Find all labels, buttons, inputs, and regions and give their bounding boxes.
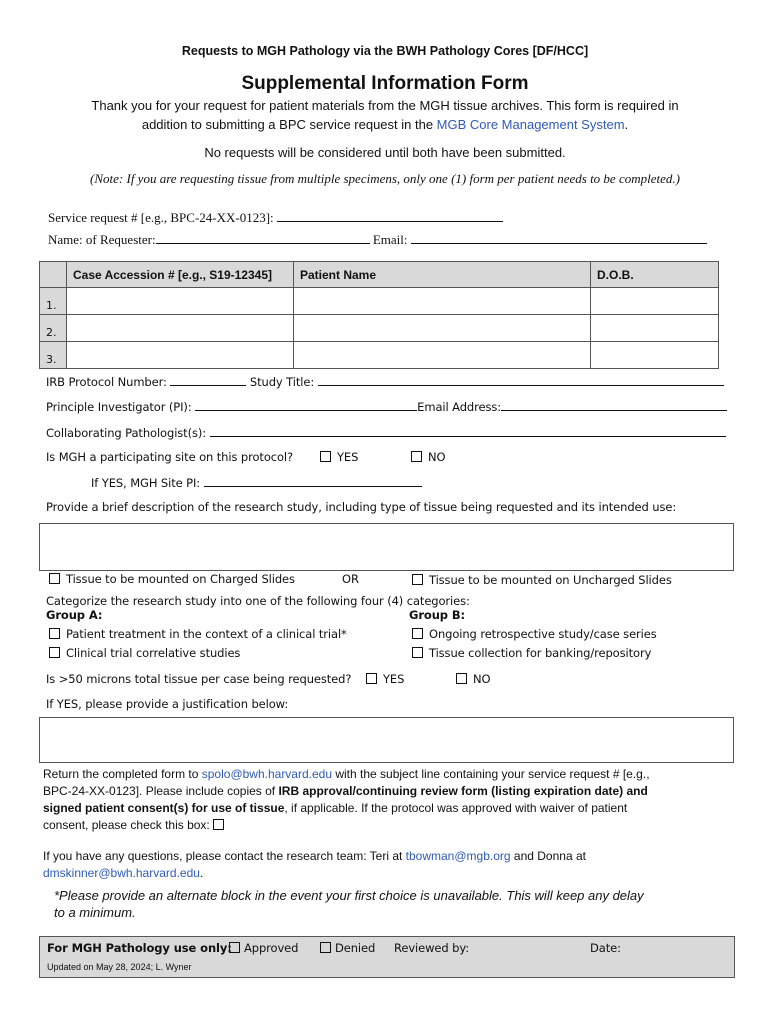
return-line [43, 783, 703, 800]
study-title-label: Study Title: [249, 375, 315, 389]
contact-line [43, 865, 703, 882]
contact-line [43, 848, 703, 865]
accession-table [39, 261, 719, 369]
contact-text: If you have any questions, please contact the research team: Teri at [43, 849, 406, 863]
group-b-option-2[interactable] [412, 646, 651, 660]
site-pi-label: If YES, MGH Site PI: [91, 476, 201, 490]
service-request-label: Service request # [e.g., BPC-24-XX-0123]: [48, 210, 274, 225]
option-label: Patient treatment in the context of a clinical trial* [66, 627, 347, 641]
pi-label: Principle Investigator (PI): [46, 400, 192, 414]
return-instructions [43, 766, 703, 834]
patient-name-cell[interactable] [294, 342, 591, 369]
row-number: 1. [40, 288, 67, 315]
dob-cell[interactable] [591, 288, 719, 315]
return-text: Return the completed form to [43, 767, 202, 781]
waiver-checkbox[interactable] [213, 819, 224, 830]
accession-cell[interactable] [67, 288, 294, 315]
spolo-email-link[interactable]: spolo@bwh.harvard.edu [201, 767, 333, 781]
patient-name-cell[interactable] [294, 315, 591, 342]
checkbox-icon[interactable] [412, 628, 423, 639]
yes-label: YES [337, 450, 359, 464]
irb-label: IRB Protocol Number: [46, 375, 167, 389]
table-row [40, 315, 719, 342]
checkbox-icon[interactable] [366, 673, 377, 684]
justification-textarea[interactable] [39, 717, 734, 763]
return-bold-text: signed patient consent(s) for use of tissue [43, 801, 285, 815]
reviewed-by-label: Reviewed by: [394, 941, 470, 955]
accession-cell[interactable] [67, 315, 294, 342]
table-header-row [40, 262, 719, 288]
intro-text: addition to submitting a BPC service request in the [141, 117, 437, 132]
patient-name-header: Patient Name [294, 262, 591, 288]
collab-field[interactable] [210, 425, 726, 437]
irb-row [46, 374, 724, 389]
pi-email-field[interactable] [501, 399, 727, 411]
checkbox-icon[interactable] [49, 573, 60, 584]
alternate-line: to a minimum. [54, 905, 136, 920]
accession-cell[interactable] [67, 342, 294, 369]
date-label: Date: [590, 941, 621, 955]
yes-label: YES [383, 672, 405, 686]
justification-prompt: If YES, please provide a justification below: [46, 697, 289, 711]
requester-row [48, 232, 707, 248]
dob-header: D.O.B. [591, 262, 719, 288]
charged-slides-option[interactable] [49, 572, 295, 586]
return-text: , if applicable. If the protocol was approved with waiver of patient [284, 801, 628, 815]
mgh-site-question: Is MGH a participating site on this protocol? [46, 450, 294, 464]
denied-option[interactable] [320, 941, 375, 955]
checkbox-icon[interactable] [49, 647, 60, 658]
return-line [43, 766, 703, 783]
intro-line-2 [0, 117, 770, 132]
category-prompt: Categorize the research study into one of the following four (4) categories: [46, 594, 470, 608]
contact-text: . [199, 866, 204, 880]
dob-cell[interactable] [591, 342, 719, 369]
requester-email-field[interactable] [411, 232, 707, 244]
checkbox-icon[interactable] [320, 942, 331, 953]
mgh-site-no[interactable] [411, 450, 445, 464]
or-label: OR [342, 572, 359, 586]
collab-row [46, 425, 726, 440]
group-a-option-2[interactable] [49, 646, 240, 660]
requester-email-label: Email: [372, 232, 408, 247]
return-text: BPC-24-XX-0123]. Please include copies of [43, 784, 279, 798]
requester-name-field[interactable] [156, 232, 370, 244]
pi-field[interactable] [195, 399, 417, 411]
waiver-text: consent, please check this box: [43, 818, 210, 832]
no-requests-notice: No requests will be considered until both have been submitted. [204, 145, 566, 160]
mgh-use-only-box [39, 936, 735, 978]
checkbox-icon[interactable] [456, 673, 467, 684]
uncharged-slides-label: Tissue to be mounted on Uncharged Slides [429, 573, 672, 587]
table-corner-cell [40, 262, 67, 288]
updated-note: Updated on May 28, 2024; L. Wyner [47, 962, 192, 972]
site-pi-field[interactable] [204, 475, 422, 487]
accession-header: Case Accession # [e.g., S19-12345] [67, 262, 294, 288]
contact-paragraph [43, 848, 703, 882]
pi-email-label: Email Address: [417, 400, 502, 414]
option-label: Ongoing retrospective study/case series [429, 627, 657, 641]
service-request-field[interactable] [277, 210, 503, 222]
denied-label: Denied [335, 941, 376, 955]
mgh-use-only-label: For MGH Pathology use only: [47, 941, 232, 955]
form-title: Supplemental Information Form [241, 73, 529, 94]
microns-question: Is >50 microns total tissue per case being requested? [46, 672, 352, 686]
microns-no[interactable] [456, 672, 490, 686]
checkbox-icon[interactable] [229, 942, 240, 953]
charged-slides-label: Tissue to be mounted on Charged Slides [66, 572, 295, 586]
no-label: NO [428, 450, 446, 464]
approved-label: Approved [244, 941, 299, 955]
patient-name-cell[interactable] [294, 288, 591, 315]
group-b-option-1[interactable] [412, 627, 657, 641]
return-line [43, 817, 703, 834]
dmskinner-email-link[interactable]: dmskinner@bwh.harvard.edu [43, 866, 200, 880]
checkbox-icon[interactable] [411, 451, 422, 462]
uncharged-slides-option[interactable] [412, 573, 672, 587]
row-number: 2. [40, 315, 67, 342]
option-label: Tissue collection for banking/repository [429, 646, 652, 660]
study-title-field[interactable] [318, 374, 724, 386]
service-request-row [48, 210, 503, 226]
row-number: 3. [40, 342, 67, 369]
return-bold-text: IRB approval/continuing review form (listing expiration date) and [278, 784, 648, 798]
table-row [40, 288, 719, 315]
intro-period: . [624, 117, 629, 132]
irb-field[interactable] [170, 374, 246, 386]
tbowman-email-link[interactable]: tbowman@mgb.org [405, 849, 511, 863]
description-prompt: Provide a brief description of the research study, including type of tissue being requested and its intended use: [46, 500, 677, 514]
top-title: Requests to MGH Pathology via the BWH Pathology Cores [DF/HCC] [181, 44, 589, 58]
multi-specimen-note: (Note: If you are requesting tissue from multiple specimens, only one (1) form per patient needs to be completed.) [90, 171, 680, 186]
pi-row [46, 399, 727, 414]
microns-yes[interactable] [366, 672, 404, 686]
group-b-heading: Group B: [409, 608, 465, 622]
table-row [40, 342, 719, 369]
return-text: with the subject line containing your service request # [e.g., [332, 767, 650, 781]
checkbox-icon[interactable] [320, 451, 331, 462]
dob-cell[interactable] [591, 315, 719, 342]
mgb-core-link[interactable]: MGB Core Management System [436, 117, 625, 132]
approved-option[interactable] [229, 941, 298, 955]
checkbox-icon[interactable] [49, 628, 60, 639]
contact-text: and Donna at [510, 849, 586, 863]
intro-line-1: Thank you for your request for patient materials from the MGH tissue archives. This form is required in [91, 98, 679, 113]
collab-label: Collaborating Pathologist(s): [46, 426, 207, 440]
group-a-option-1[interactable] [49, 627, 347, 641]
site-pi-row [91, 475, 422, 490]
return-line [43, 800, 703, 817]
mgh-site-yes[interactable] [320, 450, 358, 464]
checkbox-icon[interactable] [412, 574, 423, 585]
requester-name-label: Name: of Requester: [48, 232, 156, 247]
option-label: Clinical trial correlative studies [66, 646, 241, 660]
group-a-heading: Group A: [46, 608, 103, 622]
no-label: NO [473, 672, 491, 686]
alternate-block-note [54, 887, 644, 921]
checkbox-icon[interactable] [412, 647, 423, 658]
alternate-line: *Please provide an alternate block in the event your first choice is unavailable. This will keep any delay [54, 888, 644, 903]
description-textarea[interactable] [39, 523, 734, 571]
